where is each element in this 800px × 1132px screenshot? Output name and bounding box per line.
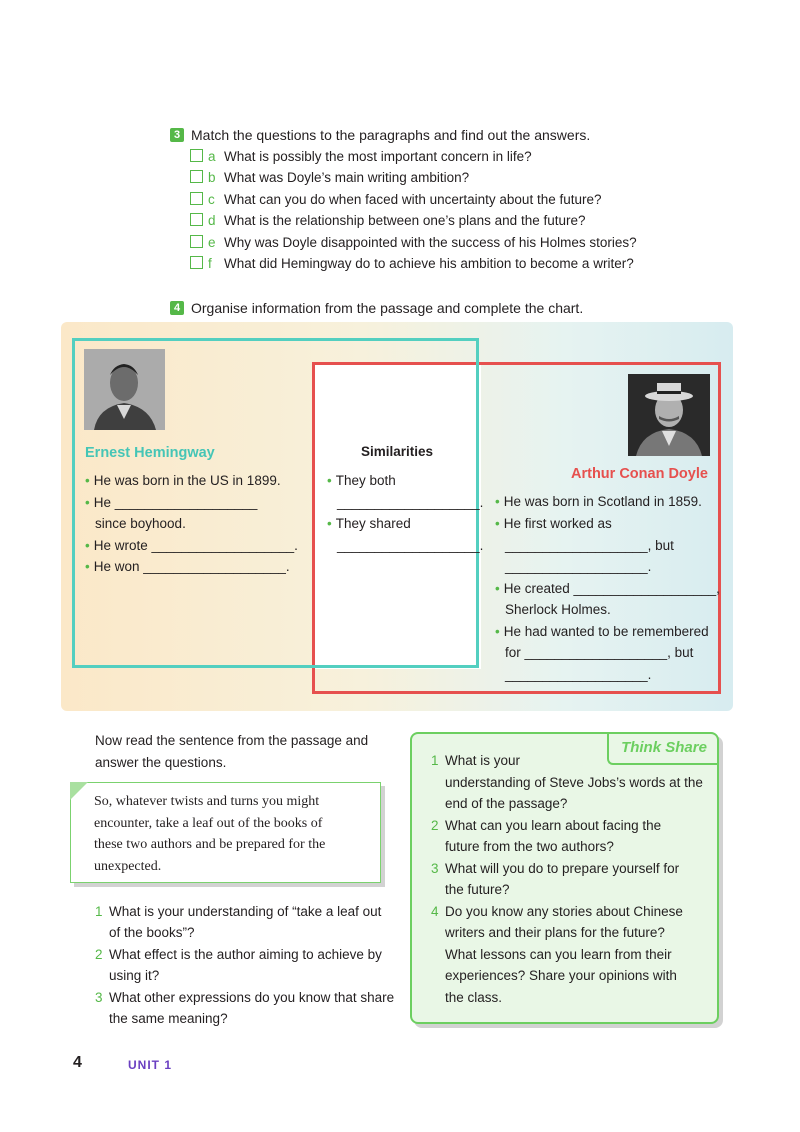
think-question-4-cont: experiences? Share your opinions with — [445, 968, 677, 983]
reading-question-1-cont: of the books”? — [109, 925, 195, 940]
checkbox-f[interactable] — [190, 256, 203, 269]
think-question-4-cont: writers and their plans for the future? — [445, 925, 665, 940]
doyle-fact: • He first worked as — [495, 516, 612, 531]
match-question-a: a What is possibly the most important concern in life? — [190, 149, 532, 169]
match-question-c: c What can you do when faced with uncertainty about the future? — [190, 192, 602, 212]
think-question-1-cont: understanding of Steve Jobs’s words at the — [445, 775, 703, 790]
think-question-2-cont: future from the two authors? — [445, 839, 614, 854]
similarity-item: • They both — [327, 473, 396, 488]
similarity-blank: ___________________. — [337, 538, 484, 553]
hemingway-fact-cont: since boyhood. — [95, 516, 186, 531]
hemingway-photo — [84, 349, 165, 430]
doyle-photo — [628, 374, 710, 456]
quote-corner-mark — [70, 782, 88, 800]
think-question-4: 4 Do you know any stories about Chinese — [431, 904, 683, 919]
reading-intro: Now read the sentence from the passage and answer the questions. — [95, 733, 369, 770]
doyle-blank: ___________________. — [505, 667, 652, 682]
unit-label: UNIT 1 — [128, 1058, 173, 1072]
think-question-2: 2 What can you learn about facing the — [431, 818, 662, 833]
task-4-number: 4 — [170, 301, 184, 315]
think-question-1: 1 What is your — [431, 753, 521, 768]
think-question-3: 3 What will you do to prepare yourself for — [431, 861, 680, 876]
similarity-blank: ___________________. — [337, 495, 484, 510]
doyle-fact: • He had wanted to be remembered — [495, 624, 709, 639]
checkbox-a[interactable] — [190, 149, 203, 162]
match-question-e: e Why was Doyle disappointed with the success of his Holmes stories? — [190, 235, 637, 255]
checkbox-e[interactable] — [190, 235, 203, 248]
checkbox-c[interactable] — [190, 192, 203, 205]
match-question-b: b What was Doyle’s main writing ambition? — [190, 170, 469, 190]
task-3-title: Match the questions to the paragraphs and find out the answers. — [191, 127, 591, 143]
doyle-blank: ___________________, but — [505, 538, 674, 553]
hemingway-blank: • He wrote ___________________. — [85, 538, 298, 553]
doyle-fact-cont: Sherlock Holmes. — [505, 602, 611, 617]
task-4-title: Organise information from the passage and complete the chart. — [191, 300, 584, 316]
passage-quote: So, whatever twists and turns you might encounter, take a leaf out of the books of these two authors and be prepared for the unexpected. — [70, 782, 381, 883]
hemingway-blank: • He ___________________ — [85, 495, 258, 510]
hemingway-name: Ernest Hemingway — [85, 445, 215, 461]
think-question-3-cont: the future? — [445, 882, 510, 897]
doyle-fact: • He was born in Scotland in 1859. — [495, 494, 702, 509]
doyle-blank: • He created ___________________, — [495, 581, 720, 596]
reading-question-3: 3 What other expressions do you know that share — [95, 990, 395, 1005]
doyle-blank: for ___________________, but — [505, 645, 694, 660]
think-question-4-cont: the class. — [445, 990, 503, 1005]
hemingway-fact: • He was born in the US in 1899. — [85, 473, 281, 488]
checkbox-b[interactable] — [190, 170, 203, 183]
similarity-item: • They shared — [327, 516, 411, 531]
think-share-label: Think Share — [607, 733, 719, 765]
think-question-4-cont: What lessons can you learn from their — [445, 947, 672, 962]
reading-question-3-cont: the same meaning? — [109, 1011, 228, 1026]
think-question-1-cont: end of the passage? — [445, 796, 568, 811]
reading-question-2-cont: using it? — [109, 968, 160, 983]
hemingway-blank: • He won ___________________. — [85, 559, 290, 574]
similarities-title: Similarities — [361, 444, 434, 459]
doyle-name: Arthur Conan Doyle — [571, 466, 708, 482]
doyle-blank: ___________________. — [505, 559, 652, 574]
page-number: 4 — [73, 1054, 82, 1071]
reading-question-2: 2 What effect is the author aiming to achieve by — [95, 947, 382, 962]
match-question-f: f What did Hemingway do to achieve his ambition to become a writer? — [190, 256, 634, 276]
checkbox-d[interactable] — [190, 213, 203, 226]
reading-question-1: 1 What is your understanding of “take a leaf out — [95, 904, 382, 919]
task-3-number: 3 — [170, 128, 184, 142]
match-question-d: d What is the relationship between one’s plans and the future? — [190, 213, 586, 233]
